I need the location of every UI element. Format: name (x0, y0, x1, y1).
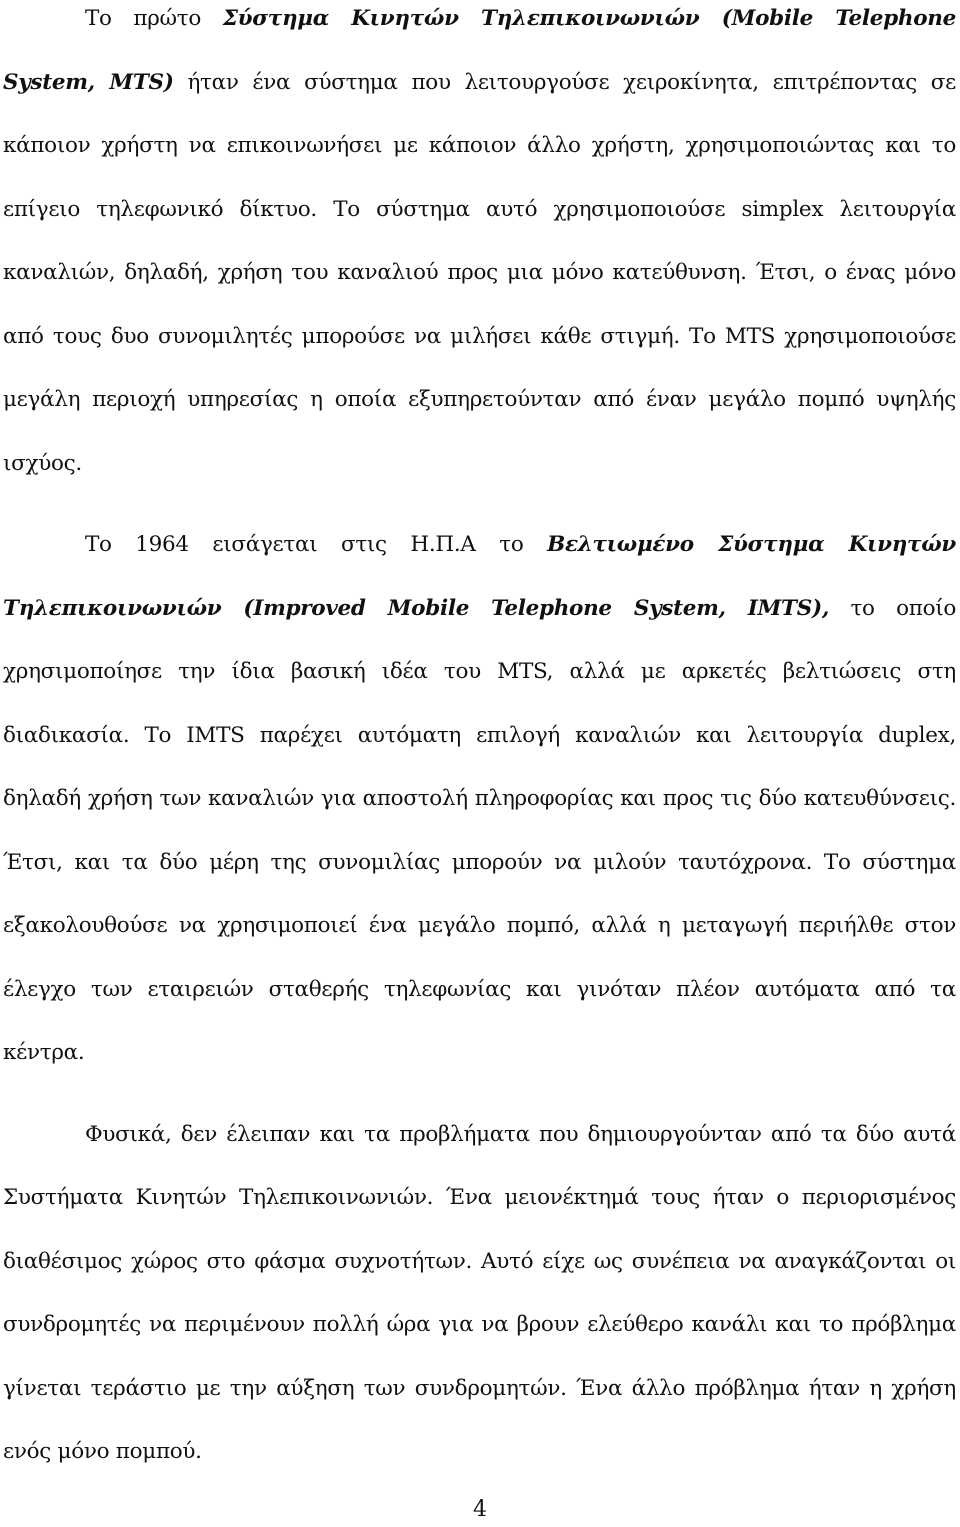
mts-term: Σύστημα Κινητών Τηλεπικοινωνιών (Mobile Telephone System, MTS) (3, 6, 956, 95)
paragraph-mts-lead: Το πρώτο (85, 6, 223, 31)
document-page (3, 0, 956, 1484)
page-number: 4 (473, 1497, 487, 1522)
paragraph-problems (3, 1103, 956, 1484)
paragraph-problems-body: Φυσικά, δεν έλειπαν και τα προβλήματα που δημιουργούνταν από τα δύο αυτά Συστήματα Κινητών Τηλεπικοινωνιών. Ένα μειονέκτημά τους ήταν ο περιορισμένος διαθέσιμος χώρος στο φάσμα συχνοτήτων. Αυτό είχε ως συνέπεια να αναγκάζονται οι συνδρομητές να περιμένουν πολλή ώρα για να βρουν ελεύθερο κανάλι και το πρόβλημα γίνεται τεράστιο με την αύξηση των συνδρομητών. Ένα άλλο πρόβλημα ήταν η χρήση ενός μόνο πομπού. (3, 1121, 956, 1464)
paragraph-imts-body: το οποίο χρησιμοποίησε την ίδια βασική ιδέα του MTS, αλλά με αρκετές βελτιώσεις στη διαδικασία. Το IMTS παρέχει αυτόματη επιλογή καναλιών και λειτουργία duplex, δηλαδή χρήση των καναλιών για αποστολή πληροφορίας και προς τις δύο κατευθύνσεις. Έτσι, και τα δύο μέρη της συνομιλίας μπορούν να μιλούν ταυτόχρονα. Το σύστημα εξακολουθούσε να χρησιμοποιεί ένα μεγάλο πομπό, αλλά η μεταγωγή περιήλθε στον έλεγχο των εταιρειών σταθερής τηλεφωνίας και γινόταν πλέον αυτόματα από τα κέντρα. (3, 595, 957, 1065)
imts-term: Βελτιωμένο Σύστημα Κινητών Τηλεπικοινωνιών (Improved Mobile Telephone System, IMTS), (3, 532, 957, 621)
paragraph-imts-lead: Το 1964 εισάγεται στις Η.Π.Α το (85, 532, 548, 557)
paragraph-mts (3, 0, 956, 495)
paragraph-mts-body: ήταν ένα σύστημα που λειτουργούσε χειροκίνητα, επιτρέποντας σε κάποιον χρήστη να επικοινωνήσει με κάποιον άλλο χρήστη, χρησιμοποιώντας και το επίγειο τηλεφωνικό δίκτυο. Το σύστημα αυτό χρησιμοποιούσε simplex λειτουργία καναλιών, δηλαδή, χρήση του καναλιού προς μια μόνο κατεύθυνση. Έτσι, ο ένας μόνο από τους δυο συνομιλητές μπορούσε να μιλήσει κάθε στιγμή. Το MTS χρησιμοποιούσε μεγάλη περιοχή υπηρεσίας η οποία εξυπηρετούνταν από έναν μεγάλο πομπό υψηλής ισχύος. (3, 69, 957, 476)
paragraph-imts (3, 513, 956, 1085)
